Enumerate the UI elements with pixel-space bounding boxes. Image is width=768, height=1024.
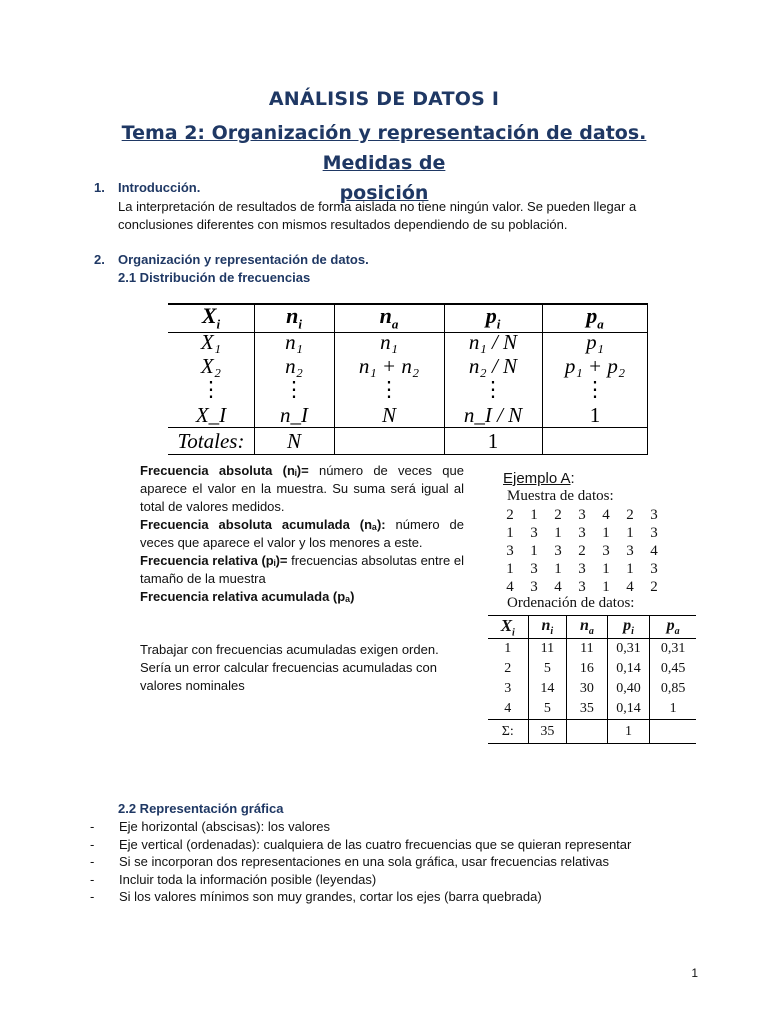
cell: 4 [488, 699, 528, 720]
list-item: - Si los valores mínimos son muy grandes, cortar los ejes (barra quebrada) [90, 889, 542, 904]
cell: n₁ / N [468, 330, 518, 354]
sample-label: Muestra de datos: [507, 488, 614, 504]
cell: $p_i$ [607, 616, 650, 639]
cell: 0,85 [660, 681, 686, 697]
note-text: Trabajar con frecuencias acumuladas exigen orden. Sería un error calcular frecuencias acumuladas con valores nominales [140, 642, 439, 693]
cell [650, 720, 696, 744]
cell: X₂ [200, 354, 222, 378]
cell: X₁ [200, 330, 222, 354]
cell: n_I [280, 403, 308, 427]
header-pa: $p_a$ [586, 303, 604, 332]
cell: 0,14 [607, 699, 650, 720]
header-na: $n_a$ [379, 303, 399, 332]
header-pi: $p_i$ [485, 303, 501, 332]
header-xi: $X_i$ [201, 303, 221, 332]
def-absolute-accumulated: Frecuencia absoluta acumulada (nₐ): número de veces que aparece el valor y los menores a este. [140, 517, 464, 550]
cell: n₁ [285, 330, 303, 354]
cell: X_I [195, 403, 227, 427]
cell: 1 [487, 429, 499, 453]
list-item: - Incluir toda la información posible (leyendas) [90, 871, 377, 887]
frequency-table [168, 303, 648, 455]
cell: 3 [488, 679, 528, 699]
list-item: - Eje horizontal (abscisas): los valores [90, 819, 330, 834]
cell: ⋮ [584, 377, 606, 401]
totals-label: Totales: [177, 429, 245, 453]
section-1-text: La interpretación de resultados de forma aislada no tiene ningún valor. Se pueden llegar a conclusiones diferentes con mismos resultados dependiendo de su población. [118, 199, 637, 232]
cell: N [286, 429, 301, 453]
cell: 35 [528, 720, 567, 744]
def-relative: Frecuencia relativa (pᵢ)= frecuencias absolutas entre el tamaño de la muestra [140, 553, 464, 586]
cell: p₁ [586, 330, 604, 354]
list-item: - Eje vertical (ordenadas): cualquiera de las cuatro frecuencias que se quieran representar [90, 836, 632, 852]
def-relative-accumulated: Frecuencia relativa acumulada (pₐ) [140, 589, 355, 604]
cell: 14 [528, 679, 567, 699]
document-title: ANÁLISIS DE DATOS I [268, 88, 500, 110]
cell: 0,31 [607, 639, 650, 660]
cell: n₁ [380, 330, 398, 354]
cell: ⋮ [283, 377, 305, 401]
list-item: - Si se incorporan dos representaciones en una sola gráfica, usar frecuencias relativas [90, 854, 609, 869]
cell: $X_i$ [488, 616, 528, 639]
cell [567, 720, 608, 744]
cell: 5 [528, 699, 567, 720]
cell: n₁ + n₂ [358, 354, 420, 378]
cell: ⋮ [482, 377, 504, 401]
cell: 5 [528, 659, 567, 679]
cell: n₂ / N [468, 354, 518, 378]
cell: 35 [567, 699, 608, 720]
cell: 1 [488, 639, 528, 660]
cell: ⋮ [200, 377, 222, 401]
cell: N [381, 403, 396, 427]
cell: n_I / N [463, 403, 523, 427]
cell: ⋮ [378, 377, 400, 401]
header-ni: $n_i$ [286, 303, 302, 332]
cell: $n_i$ [528, 616, 567, 639]
def-absolute: Frecuencia absoluta (nᵢ)= número de veces que aparece el valor en la muestra. Su suma será igual al total de valores medidos. [140, 463, 464, 514]
cell: n₂ [285, 354, 303, 378]
sample-data: 2 1 2 3 4 2 3 1 3 1 3 1 1 3 3 1 3 2 3 3 4 1 3 1 3 1 1 3 4 3 4 3 1 4 2 [506, 506, 658, 595]
sum-label: Σ: [488, 720, 528, 744]
cell: $n_a$ [567, 616, 608, 639]
cell: 0,31 [660, 641, 686, 657]
section-2-heading: 2. Organización y representación de datos. [94, 252, 369, 267]
cell: 0,14 [607, 659, 650, 679]
section-1-heading: 1. Introducción. [94, 180, 201, 195]
example-frequency-table [488, 615, 696, 744]
cell: 11 [567, 639, 608, 660]
document-subtitle: Tema 2: Organización y representación de datos. Medidas de posición [121, 122, 647, 204]
section-2-2-list [90, 818, 631, 906]
definitions [140, 462, 464, 606]
cell: p₁ + p₂ [564, 354, 626, 378]
example-title: Ejemplo A: [503, 470, 575, 487]
cell: 0,45 [660, 661, 686, 677]
cell: 1 [607, 720, 650, 744]
ordered-label: Ordenación de datos: [507, 595, 635, 611]
cell: 2 [488, 659, 528, 679]
cell: 30 [567, 679, 608, 699]
cell: 0,40 [607, 679, 650, 699]
cell: 1 [669, 701, 677, 717]
cell: 16 [567, 659, 608, 679]
page-number: 1 [691, 966, 698, 980]
cell: $p_a$ [666, 617, 680, 638]
cell: 1 [589, 403, 601, 427]
section-2-2-heading: 2.2 Representación gráfica [118, 801, 284, 816]
section-2-1-heading: 2.1 Distribución de frecuencias [118, 270, 311, 285]
cell: 11 [528, 639, 567, 660]
